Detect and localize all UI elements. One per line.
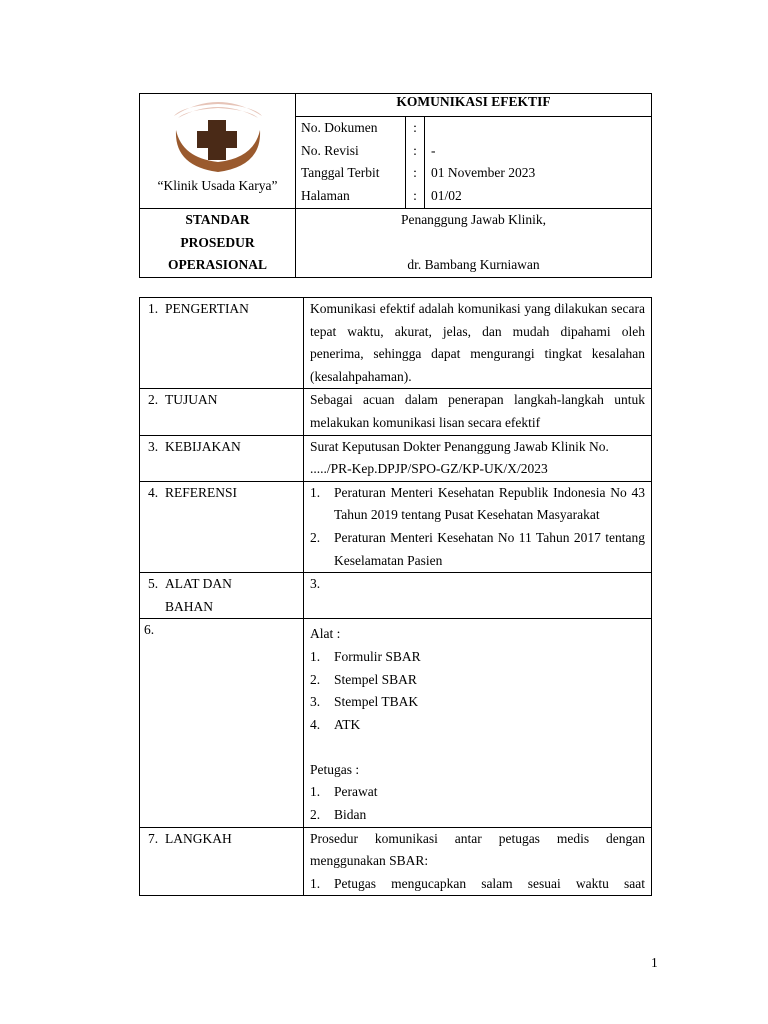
meta-row	[296, 140, 651, 163]
clinic-logo	[170, 96, 266, 174]
section-title: KEBIJAKAN	[165, 438, 241, 454]
section-content: Komunikasi efektif adalah komunikasi yang dilakukan secara tepat waktu, akurat, jelas, dan mudah dipahami oleh penerima, sehingga dapat mengurangi tingkat kesalahan (kesalahpahaman).	[304, 298, 652, 389]
list-number: 1.	[310, 784, 321, 800]
section-number: 4.	[148, 484, 159, 500]
meta-colon: :	[406, 140, 425, 163]
alat-list	[310, 646, 645, 736]
list-item	[310, 873, 645, 896]
section-number: 5.	[148, 576, 159, 592]
meta-value: 01 November 2023	[431, 165, 536, 181]
section-title: REFERENSI	[165, 484, 238, 500]
list-item	[310, 646, 645, 669]
list-item	[310, 669, 645, 692]
list-text: Formulir SBAR	[334, 648, 421, 664]
meta-value	[425, 117, 652, 140]
section-label	[140, 481, 304, 572]
section-number: 1.	[148, 301, 159, 316]
list-number: 1.	[310, 484, 321, 500]
meta-label: Halaman	[301, 188, 350, 204]
section-content	[304, 619, 652, 827]
meta-value: -	[431, 142, 436, 158]
meta-row	[296, 185, 651, 208]
section-row-langkah	[140, 827, 652, 896]
list-number: 1.	[310, 648, 321, 664]
reference-list	[310, 482, 645, 572]
meta-value: 01/02	[431, 188, 462, 204]
sop-line: PROSEDUR	[180, 234, 255, 250]
sop-label	[140, 209, 296, 278]
list-text: Peraturan Menteri Kesehatan Republik Indonesia No 43 Tahun 2019 tentang Pusat Kesehatan Masyarakat	[334, 484, 645, 523]
section-label	[140, 298, 304, 389]
list-text: Bidan	[334, 807, 367, 823]
list-item	[310, 781, 645, 804]
section-label	[140, 435, 304, 481]
section-content	[304, 481, 652, 572]
section-number: 3.	[148, 438, 159, 454]
section-row-referensi	[140, 481, 652, 572]
list-item	[310, 482, 645, 527]
list-item	[310, 714, 645, 737]
list-text: Petugas mengucapkan salam sesuai waktu saat	[334, 875, 645, 891]
section-content: 3.	[304, 573, 652, 619]
petugas-title: Petugas :	[310, 761, 360, 777]
responsible-name: dr. Bambang Kurniawan	[407, 257, 540, 273]
section-content: Surat Keputusan Dokter Penanggung Jawab Klinik No. ...../PR-Kep.DPJP/SPO-GZ/KP-UK/X/2023	[304, 435, 652, 481]
sop-line: OPERASIONAL	[167, 257, 267, 273]
petugas-list	[310, 781, 645, 826]
list-text: Stempel TBAK	[334, 694, 419, 710]
list-number: 2.	[310, 807, 321, 823]
meta-label: No. Dokumen	[301, 120, 378, 135]
section-title: PENGERTIAN	[165, 301, 249, 316]
header-table	[139, 93, 652, 278]
section-title-line2: BAHAN	[165, 598, 214, 614]
section-number: 7.	[148, 830, 159, 846]
section-title: ALAT DAN	[165, 576, 232, 592]
section-label	[140, 573, 304, 619]
document-title: KOMUNIKASI EFEKTIF	[296, 94, 652, 117]
section-number: 2.	[148, 392, 159, 408]
clinic-logo-icon	[170, 96, 266, 174]
section-row-kebijakan	[140, 435, 652, 481]
section-number: 6.	[144, 622, 155, 638]
sop-line: STANDAR	[185, 212, 250, 227]
list-item	[310, 804, 645, 827]
logo-cell	[140, 94, 296, 209]
meta-colon: :	[406, 162, 425, 185]
meta-row	[296, 162, 651, 185]
section-row-tujuan	[140, 389, 652, 435]
section-label	[140, 389, 304, 435]
list-number: 4.	[310, 716, 321, 732]
page-number: 1	[651, 955, 658, 970]
langkah-intro: Prosedur komunikasi antar petugas medis dengan menggunakan SBAR:	[310, 830, 645, 869]
section-content	[304, 827, 652, 896]
list-number: 1.	[310, 875, 321, 891]
sop-body-table	[139, 297, 652, 896]
list-text: Stempel SBAR	[334, 671, 417, 687]
meta-colon: :	[406, 185, 425, 208]
langkah-list	[310, 873, 645, 896]
list-number: 2.	[310, 529, 321, 545]
responsible-cell	[296, 209, 652, 278]
clinic-name: “Klinik Usada Karya”	[157, 178, 278, 193]
section-row-six	[140, 619, 652, 827]
section-content: Sebagai acuan dalam penerapan langkah-langkah untuk melakukan komunikasi lisan secara efektif	[304, 389, 652, 435]
list-text: Perawat	[334, 784, 378, 800]
section-label	[140, 827, 304, 896]
list-item	[310, 527, 645, 572]
meta-row	[296, 117, 651, 140]
alat-title: Alat :	[310, 626, 341, 642]
meta-table	[296, 117, 651, 208]
section-title: TUJUAN	[165, 392, 218, 408]
section-label	[140, 619, 304, 827]
list-number: 2.	[310, 671, 321, 687]
document-meta	[296, 117, 652, 209]
responsible-title: Penanggung Jawab Klinik,	[400, 212, 547, 227]
meta-label: Tanggal Terbit	[301, 165, 380, 181]
list-text: ATK	[334, 716, 361, 732]
meta-label: No. Revisi	[301, 142, 359, 158]
list-number: 3.	[310, 694, 321, 710]
list-item	[310, 691, 645, 714]
section-row-pengertian	[140, 298, 652, 389]
list-text: Peraturan Menteri Kesehatan No 11 Tahun 2017 tentang Keselamatan Pasien	[334, 529, 645, 568]
meta-colon: :	[406, 117, 425, 140]
blank-line	[310, 736, 645, 759]
signature-space	[296, 232, 651, 255]
section-title: LANGKAH	[165, 830, 232, 846]
section-row-alat-bahan	[140, 573, 652, 619]
